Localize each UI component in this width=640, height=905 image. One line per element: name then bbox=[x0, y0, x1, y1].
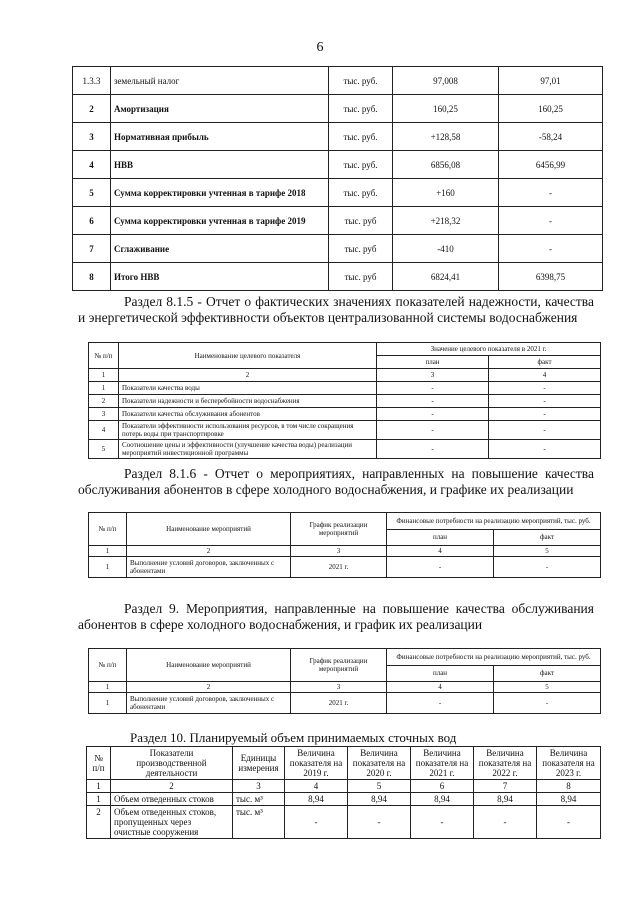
header-plan: план bbox=[377, 356, 489, 369]
row-number: 5 bbox=[73, 179, 111, 207]
index-cell: 2 bbox=[111, 780, 233, 793]
row-fact: - bbox=[489, 382, 601, 395]
row-unit: тыс. руб. bbox=[329, 151, 393, 179]
row-value-2021: 8,94 bbox=[411, 793, 474, 806]
row-number: 4 bbox=[89, 421, 119, 440]
row-name: Объем отведенных стоков bbox=[111, 793, 233, 806]
row-number: 5 bbox=[89, 440, 119, 459]
index-cell: 4 bbox=[387, 546, 494, 557]
row-value-fact: 160,25 bbox=[499, 95, 603, 123]
index-cell: 5 bbox=[494, 546, 601, 557]
index-cell: 3 bbox=[233, 780, 285, 793]
table-row bbox=[73, 235, 603, 263]
index-cell: 5 bbox=[494, 682, 601, 693]
header-2019: Величина показателя на 2019 г. bbox=[285, 747, 348, 780]
row-name: Показатели качества воды bbox=[119, 382, 377, 395]
heading-text: Раздел 9. Мероприятия, направленные на повышение качества обслуживания абонентов в сфере холодного водоснабжения, и график их реализации bbox=[78, 601, 594, 632]
index-cell: 4 bbox=[489, 369, 601, 382]
row-value-2019: - bbox=[285, 806, 348, 839]
row-name: Объем отведенных стоков, пропущенных через очистные сооружения bbox=[111, 806, 233, 839]
section-heading-10: Раздел 10. Планируемый объем принимаемых сточных вод bbox=[130, 730, 457, 745]
table-row bbox=[73, 67, 603, 95]
row-value-fact: 97,01 bbox=[499, 67, 603, 95]
row-unit: тыс. руб bbox=[329, 235, 393, 263]
page-number: 6 bbox=[316, 40, 324, 55]
header-name: Наименование мероприятий bbox=[127, 649, 291, 682]
index-row bbox=[89, 682, 601, 693]
header-fin: Финансовые потребности на реализацию мероприятий, тыс. руб. bbox=[387, 649, 601, 666]
row-number: 2 bbox=[89, 395, 119, 408]
header-2023: Величина показателя на 2023 г. bbox=[537, 747, 601, 780]
index-cell: 6 bbox=[411, 780, 474, 793]
row-schedule: 2021 г. bbox=[291, 557, 387, 578]
index-cell: 3 bbox=[291, 682, 387, 693]
row-number: 2 bbox=[73, 95, 111, 123]
row-unit: тыс. руб. bbox=[329, 179, 393, 207]
row-number: 8 bbox=[73, 263, 111, 291]
row-number: 4 bbox=[73, 151, 111, 179]
table-row bbox=[89, 557, 601, 578]
header-schedule: График реализации мероприятий bbox=[291, 649, 387, 682]
index-cell: 1 bbox=[89, 369, 119, 382]
header-fact: факт bbox=[489, 356, 601, 369]
row-value-plan: 160,25 bbox=[393, 95, 499, 123]
row-name: земельный налог bbox=[111, 67, 329, 95]
row-plan: - bbox=[387, 557, 494, 578]
index-cell: 4 bbox=[387, 682, 494, 693]
row-unit: тыс. м³ bbox=[233, 793, 285, 806]
row-name: Сумма корректировки учтенная в тарифе 2019 bbox=[111, 207, 329, 235]
table-row bbox=[89, 408, 601, 421]
header-name: Наименование целевого показателя bbox=[119, 343, 377, 369]
header-plan: план bbox=[387, 529, 494, 546]
row-unit: тыс. руб. bbox=[329, 123, 393, 151]
header-fact: факт bbox=[494, 665, 601, 682]
table-row bbox=[87, 793, 601, 806]
row-plan: - bbox=[377, 395, 489, 408]
row-value-fact: - bbox=[499, 207, 603, 235]
table-row bbox=[73, 263, 603, 291]
row-name: Итого НВВ bbox=[111, 263, 329, 291]
header-row bbox=[89, 649, 601, 666]
row-value-plan: 6824,41 bbox=[393, 263, 499, 291]
row-name: Нормативная прибыль bbox=[111, 123, 329, 151]
index-cell: 2 bbox=[127, 546, 291, 557]
row-name: Показатели качества обслуживания абонентов bbox=[119, 408, 377, 421]
table-row bbox=[73, 151, 603, 179]
row-value-2020: 8,94 bbox=[348, 793, 411, 806]
table-row bbox=[73, 95, 603, 123]
row-plan: - bbox=[377, 421, 489, 440]
header-2021: Величина показателя на 2021 г. bbox=[411, 747, 474, 780]
header-num: № п/п bbox=[89, 343, 119, 369]
index-cell: 5 bbox=[348, 780, 411, 793]
table-row bbox=[73, 207, 603, 235]
row-number: 1 bbox=[89, 557, 127, 578]
index-cell: 3 bbox=[291, 546, 387, 557]
row-value-2023: 8,94 bbox=[537, 793, 601, 806]
row-value-plan: 6856,08 bbox=[393, 151, 499, 179]
index-cell: 3 bbox=[377, 369, 489, 382]
row-value-2023: - bbox=[537, 806, 601, 839]
table-row bbox=[73, 123, 603, 151]
row-name: НВВ bbox=[111, 151, 329, 179]
row-number: 1.3.3 bbox=[73, 67, 111, 95]
row-value-plan: +160 bbox=[393, 179, 499, 207]
row-plan: - bbox=[377, 440, 489, 459]
row-value-plan: -410 bbox=[393, 235, 499, 263]
index-row bbox=[89, 546, 601, 557]
header-num: № п/п bbox=[87, 747, 111, 780]
row-fact: - bbox=[489, 395, 601, 408]
row-fact: - bbox=[489, 408, 601, 421]
row-value-fact: - bbox=[499, 235, 603, 263]
row-plan: - bbox=[387, 693, 494, 714]
row-plan: - bbox=[377, 408, 489, 421]
index-cell: 2 bbox=[127, 682, 291, 693]
row-name: Выполнение условий договоров, заключенных с абонентами bbox=[127, 693, 291, 714]
row-value-plan: 97,008 bbox=[393, 67, 499, 95]
header-plan: план bbox=[387, 665, 494, 682]
row-number: 6 bbox=[73, 207, 111, 235]
header-row bbox=[87, 747, 601, 780]
row-value-plan: +218,32 bbox=[393, 207, 499, 235]
header-2022: Величина показателя на 2022 г. bbox=[474, 747, 537, 780]
header-fin: Финансовые потребности на реализацию мероприятий, тыс. руб. bbox=[387, 513, 601, 530]
index-row bbox=[87, 780, 601, 793]
row-value-plan: +128,58 bbox=[393, 123, 499, 151]
header-value: Значение целевого показателя в 2021 г. bbox=[377, 343, 601, 356]
row-value-fact: 6398,75 bbox=[499, 263, 603, 291]
measures-table-9 bbox=[88, 648, 601, 714]
header-2020: Величина показателя на 2020 г. bbox=[348, 747, 411, 780]
index-cell: 2 bbox=[119, 369, 377, 382]
row-fact: - bbox=[494, 693, 601, 714]
row-schedule: 2021 г. bbox=[291, 693, 387, 714]
index-cell: 7 bbox=[474, 780, 537, 793]
row-value-2019: 8,94 bbox=[285, 793, 348, 806]
row-number: 7 bbox=[73, 235, 111, 263]
index-row bbox=[89, 369, 601, 382]
row-fact: - bbox=[494, 557, 601, 578]
row-value-2020: - bbox=[348, 806, 411, 839]
row-value-fact: - bbox=[499, 179, 603, 207]
header-fact: факт bbox=[494, 529, 601, 546]
table-row bbox=[89, 382, 601, 395]
heading-text: Раздел 8.1.6 - Отчет о мероприятиях, направленных на повышение качества обслуживания абонентов в сфере холодного водоснабжения, и графике их реализации bbox=[78, 466, 594, 497]
section-heading-9 bbox=[78, 601, 594, 633]
row-fact: - bbox=[489, 440, 601, 459]
row-value-2022: 8,94 bbox=[474, 793, 537, 806]
row-plan: - bbox=[377, 382, 489, 395]
row-number: 1 bbox=[89, 382, 119, 395]
table-row bbox=[89, 440, 601, 459]
wastewater-table bbox=[86, 746, 601, 839]
row-number: 3 bbox=[73, 123, 111, 151]
row-name: Выполнение условий договоров, заключенных с абонентами bbox=[127, 557, 291, 578]
row-number: 2 bbox=[87, 806, 111, 839]
table-row bbox=[89, 395, 601, 408]
header-unit: Единицы измерения bbox=[233, 747, 285, 780]
index-cell: 8 bbox=[537, 780, 601, 793]
row-name: Сглаживание bbox=[111, 235, 329, 263]
row-unit: тыс. руб. bbox=[329, 95, 393, 123]
row-unit: тыс. м³ bbox=[233, 806, 285, 839]
row-number: 3 bbox=[89, 408, 119, 421]
row-unit: тыс. руб. bbox=[329, 67, 393, 95]
row-unit: тыс. руб bbox=[329, 263, 393, 291]
row-number: 1 bbox=[89, 693, 127, 714]
table-row bbox=[87, 806, 601, 839]
header-row bbox=[89, 513, 601, 530]
row-name: Показатели эффективности использования ресурсов, в том числе сокращения потерь воды при транспортировке bbox=[119, 421, 377, 440]
row-number: 1 bbox=[87, 793, 111, 806]
row-fact: - bbox=[489, 421, 601, 440]
row-name: Амортизация bbox=[111, 95, 329, 123]
row-unit: тыс. руб bbox=[329, 207, 393, 235]
header-schedule: График реализации мероприятий bbox=[291, 513, 387, 546]
table-row bbox=[89, 693, 601, 714]
measures-table-8-1-6 bbox=[88, 512, 601, 578]
row-value-2021: - bbox=[411, 806, 474, 839]
index-cell: 1 bbox=[89, 546, 127, 557]
section-heading-8-1-5 bbox=[78, 294, 594, 326]
row-value-2022: - bbox=[474, 806, 537, 839]
heading-text: Раздел 8.1.5 - Отчет о фактических значениях показателей надежности, качества и энергетической эффективности объектов централизованной системы водоснабжения bbox=[78, 294, 594, 325]
row-name: Сумма корректировки учтенная в тарифе 2018 bbox=[111, 179, 329, 207]
table-row bbox=[73, 179, 603, 207]
header-row bbox=[89, 343, 601, 356]
section-heading-8-1-6 bbox=[78, 466, 594, 498]
index-cell: 4 bbox=[285, 780, 348, 793]
index-cell: 1 bbox=[87, 780, 111, 793]
row-value-fact: -58,24 bbox=[499, 123, 603, 151]
header-num: № п/п bbox=[89, 649, 127, 682]
row-name: Соотношение цены и эффективности (улучшение качества воды) реализации мероприятий инвестиционной программы bbox=[119, 440, 377, 459]
table-row bbox=[89, 421, 601, 440]
header-name: Наименование мероприятий bbox=[127, 513, 291, 546]
indicators-table bbox=[88, 342, 601, 459]
budget-table bbox=[72, 66, 603, 291]
header-num: № п/п bbox=[89, 513, 127, 546]
row-name: Показатели надежности и бесперебойности водоснабжения bbox=[119, 395, 377, 408]
index-cell: 1 bbox=[89, 682, 127, 693]
header-name: Показатели производственной деятельности bbox=[111, 747, 233, 780]
row-value-fact: 6456,99 bbox=[499, 151, 603, 179]
